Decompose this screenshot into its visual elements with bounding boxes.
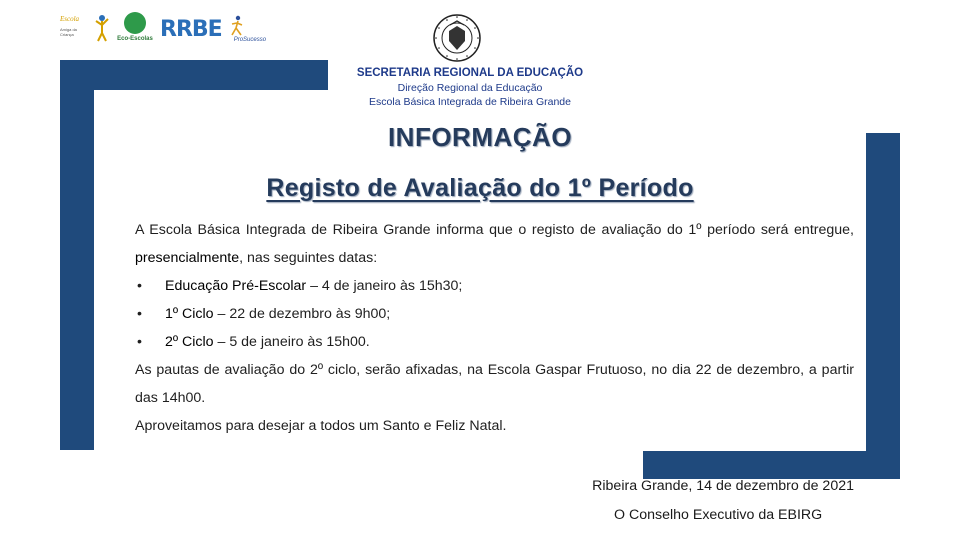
pautas-paragraph: As pautas de avaliação do 2º ciclo, serão afixadas, na Escola Gaspar Frutuoso, no dia 22 de dezembro, a partir das 14h00. bbox=[135, 362, 854, 406]
bullet-icon: • bbox=[137, 306, 142, 322]
schedule-list bbox=[108, 272, 854, 356]
header-escola: Escola Básica Integrada de Ribeira Grande bbox=[369, 96, 571, 108]
bullet-icon: • bbox=[137, 278, 142, 294]
runner-icon bbox=[230, 15, 244, 37]
escola-amiga-logo: Escola Amiga da Criança bbox=[60, 13, 110, 47]
notice-body bbox=[108, 216, 854, 440]
page-title: INFORMAÇÃO bbox=[387, 122, 573, 152]
frame-bottom-right-horizontal bbox=[643, 451, 900, 479]
page-subtitle: Registo de Avaliação do 1º Período bbox=[266, 174, 694, 202]
eco-escolas-logo: Eco-Escolas bbox=[116, 12, 154, 48]
greeting-paragraph: Aproveitamos para desejar a todos um Santo e Feliz Natal. bbox=[135, 418, 507, 434]
list-item: • 2º Ciclo – 5 de janeiro às 15h00. bbox=[108, 328, 854, 356]
azores-seal-icon bbox=[432, 13, 482, 63]
list-item: • Educação Pré-Escolar – 4 de janeiro às 15h30; bbox=[108, 272, 854, 300]
frame-top-left-vertical bbox=[60, 60, 94, 450]
signature: O Conselho Executivo da EBIRG bbox=[614, 507, 823, 523]
frame-bottom-right-vertical bbox=[866, 133, 900, 479]
emphasis-presencialmente: presencialmente bbox=[135, 250, 240, 266]
place-date: Ribeira Grande, 14 de dezembro de 2021 bbox=[592, 478, 854, 494]
prosucesso-logo: ProSucesso bbox=[228, 13, 270, 47]
header-direcao: Direção Regional da Educação bbox=[397, 82, 543, 94]
header-secretaria: SECRETARIA REGIONAL DA EDUCAÇÃO bbox=[356, 67, 584, 79]
frame-top-left-horizontal bbox=[60, 60, 328, 90]
intro-paragraph: A Escola Básica Integrada de Ribeira Grande informa que o registo de avaliação do 1º período será entregue, presencialmente, nas seguintes datas: bbox=[135, 222, 854, 266]
logos-row bbox=[60, 12, 270, 48]
child-figure-icon bbox=[94, 13, 110, 43]
rrbe-logo: RRBE bbox=[160, 17, 222, 42]
bullet-icon: • bbox=[137, 334, 142, 350]
list-item: • 1º Ciclo – 22 de dezembro às 9h00; bbox=[108, 300, 854, 328]
eco-escolas-icon bbox=[124, 12, 146, 34]
